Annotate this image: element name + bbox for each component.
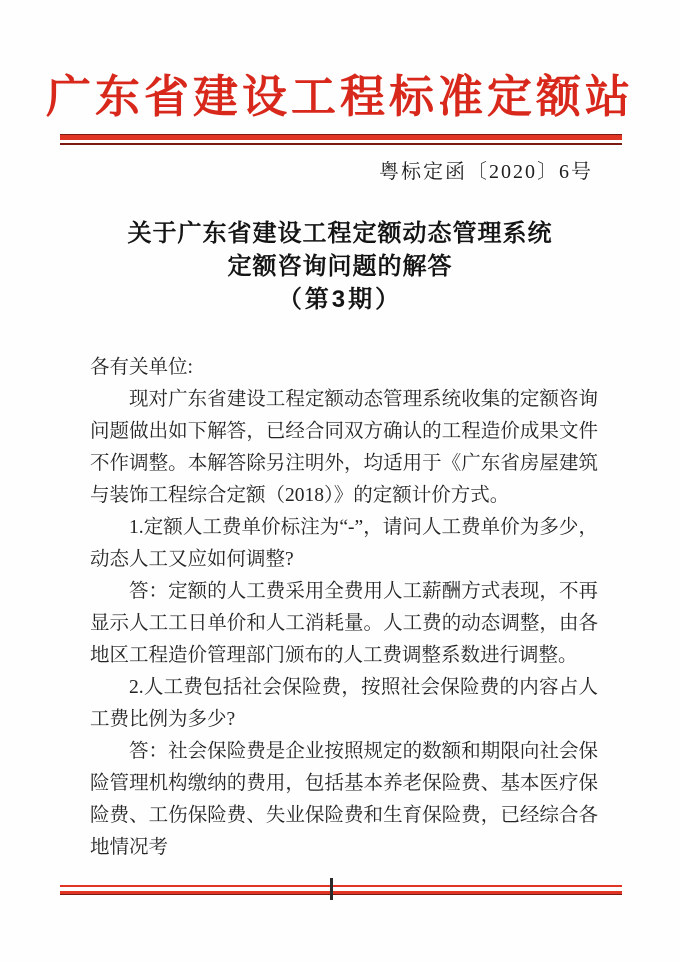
footer-divider: [60, 885, 622, 895]
document-body: [90, 352, 598, 864]
footer-divider-thick-line: [60, 891, 622, 895]
salutation: 各有关单位:: [90, 357, 193, 378]
letterhead-divider-thin-line: [60, 143, 622, 145]
doc-title-line-1: 关于广东省建设工程定额动态管理系统: [127, 220, 553, 247]
body-answer-2-partial: 答：社会保险费是企业按照规定的数额和期限向社会保险管理机构缴纳的费用，包括基本养老保险费、基本医疗保险费、工伤保险费、失业保险费和生育保险费，已经综合各地情况考: [90, 741, 598, 858]
body-question-1: 1.定额人工费单价标注为“-”，请问人工费单价为多少，动态人工又应如何调整?: [90, 517, 598, 570]
body-paragraph-intro: 现对广东省建设工程定额动态管理系统收集的定额咨询问题做出如下解答，已经合同双方确认的工程造价成果文件不作调整。本解答除另注明外，均适用于《广东省房屋建筑与装饰工程综合定额（2018）》的定额计价方式。: [90, 389, 598, 506]
letterhead-org-title: 广东省建设工程标准定额站: [45, 72, 634, 122]
doc-title-line-2: 定额咨询问题的解答: [227, 253, 453, 280]
doc-title: [0, 217, 680, 316]
doc-reference-number: 粤标定函〔2020〕6号: [379, 161, 593, 183]
letterhead-divider: [60, 134, 622, 145]
body-question-2: 2.人工费包括社会保险费，按照社会保险费的内容占人工费比例为多少?: [90, 677, 598, 730]
page-center-fold-mark: [330, 878, 333, 900]
body-answer-1: 答：定额的人工费采用全费用人工薪酬方式表现，不再显示人工工日单价和人工消耗量。人工费的动态调整，由各地区工程造价管理部门颁布的人工费调整系数进行调整。: [90, 581, 598, 666]
doc-title-issue-number: （第3期）: [277, 286, 403, 313]
